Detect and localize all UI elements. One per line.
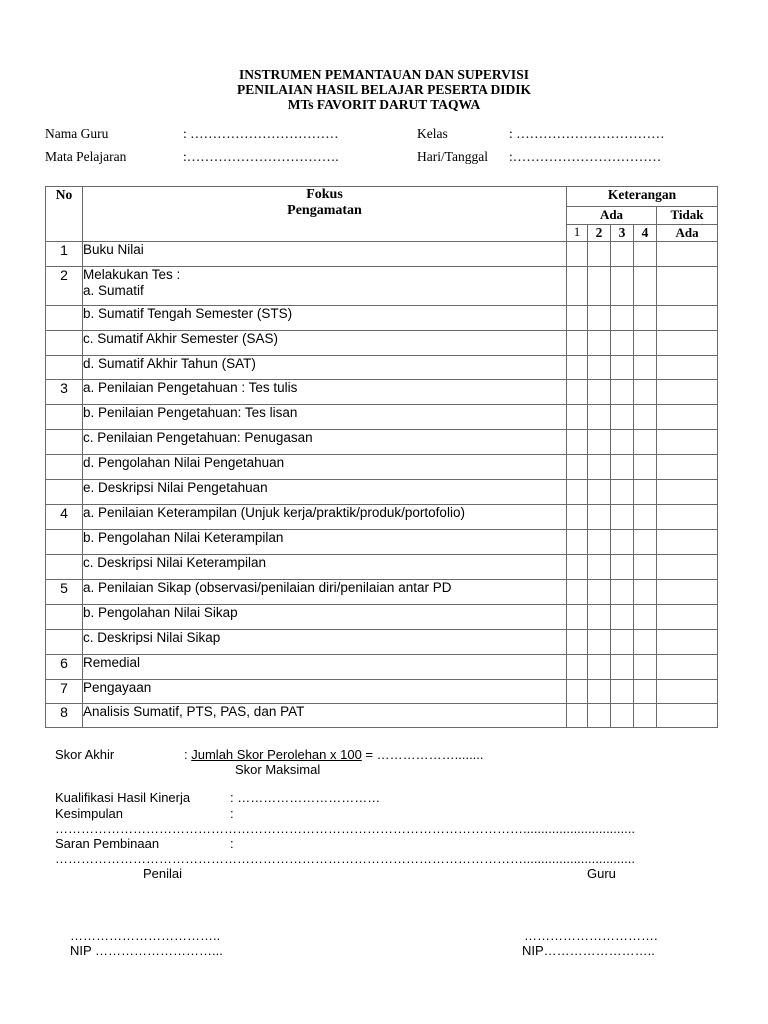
tidak-ada-cell[interactable]: [657, 530, 718, 555]
score-3-cell[interactable]: [611, 704, 634, 728]
focus-item: [83, 242, 567, 267]
score-4-cell[interactable]: [634, 555, 657, 580]
score-4-cell[interactable]: [634, 680, 657, 704]
score-4-cell[interactable]: [634, 630, 657, 655]
score-2-cell[interactable]: [588, 530, 611, 555]
score-1-cell[interactable]: [567, 555, 588, 580]
row-number: [46, 356, 83, 380]
table-row: [46, 530, 718, 555]
focus-item: [83, 680, 567, 704]
score-1-cell[interactable]: [567, 505, 588, 530]
mata-pelajaran-field[interactable]: :…………………………….: [183, 149, 339, 164]
score-2-cell[interactable]: [588, 555, 611, 580]
focus-item: [83, 605, 567, 630]
focus-item-text: c. Penilaian Pengetahuan: Penugasan: [83, 430, 313, 445]
score-1-cell[interactable]: [567, 704, 588, 728]
score-3-cell[interactable]: [611, 605, 634, 630]
row-number: 7: [46, 680, 83, 704]
header-score-3: 3: [611, 225, 634, 242]
score-2-cell[interactable]: [588, 630, 611, 655]
title-line-3: MTs FAVORIT DARUT TAQWA: [287, 97, 481, 112]
tidak-ada-cell[interactable]: [657, 455, 718, 480]
score-4-cell[interactable]: [634, 530, 657, 555]
table-row: [46, 704, 718, 728]
tidak-ada-cell[interactable]: [657, 580, 718, 605]
focus-item-text: Melakukan Tes :: [83, 267, 181, 282]
guru-signature-line[interactable]: ………………………….: [524, 928, 658, 943]
focus-item: [83, 555, 567, 580]
header-score-1: 1: [567, 225, 588, 242]
focus-item: [83, 630, 567, 655]
score-1-cell[interactable]: [567, 630, 588, 655]
focus-item-text: d. Pengolahan Nilai Pengetahuan: [83, 455, 285, 470]
focus-item-text: b. Pengolahan Nilai Sikap: [83, 605, 238, 620]
header-fokus-line-1: Fokus: [306, 187, 343, 202]
focus-item-text: b. Sumatif Tengah Semester (STS): [83, 306, 293, 321]
title-line-2: PENILAIAN HASIL BELAJAR PESERTA DIDIK: [236, 82, 532, 97]
score-3-cell[interactable]: [611, 405, 634, 430]
skor-akhir-label: Skor Akhir: [55, 747, 115, 762]
row-number: 2: [46, 267, 83, 306]
skor-akhir-formula: [184, 747, 484, 762]
focus-item: [83, 530, 567, 555]
score-3-cell[interactable]: [611, 630, 634, 655]
score-2-cell[interactable]: [588, 580, 611, 605]
tidak-ada-cell[interactable]: [657, 480, 718, 505]
row-number: 5: [46, 580, 83, 605]
focus-item-text: Pengayaan: [83, 680, 152, 695]
tidak-ada-cell[interactable]: [657, 630, 718, 655]
kesimpulan-colon: :: [230, 806, 234, 821]
tidak-ada-cell[interactable]: [657, 356, 718, 380]
focus-item: [83, 455, 567, 480]
tidak-ada-cell[interactable]: [657, 704, 718, 728]
row-number: [46, 630, 83, 655]
score-4-cell[interactable]: [634, 655, 657, 680]
score-2-cell[interactable]: [588, 605, 611, 630]
title-line-1: INSTRUMEN PEMANTAUAN DAN SUPERVISI: [239, 67, 529, 82]
score-4-cell[interactable]: [634, 605, 657, 630]
saran-label: Saran Pembinaan: [55, 836, 160, 851]
score-2-cell[interactable]: [588, 405, 611, 430]
score-4-cell[interactable]: [634, 267, 657, 306]
saran-dots-field[interactable]: ………………………………………………………………………………………………...............................: [55, 851, 635, 866]
header-score-2: 2: [588, 225, 611, 242]
skor-formula-denominator: Skor Maksimal: [235, 762, 321, 777]
skor-colon: :: [184, 747, 188, 762]
score-3-cell[interactable]: [611, 455, 634, 480]
saran-colon: :: [230, 836, 234, 851]
table-row: [46, 356, 718, 380]
score-3-cell[interactable]: [611, 505, 634, 530]
kelas-label: Kelas: [417, 126, 448, 141]
focus-item-text: Remedial: [83, 655, 141, 670]
focus-item-text: a. Sumatif: [83, 283, 144, 298]
header-score-4: 4: [634, 225, 657, 242]
score-3-cell[interactable]: [611, 356, 634, 380]
penilai-signature-line[interactable]: ……………………………..: [70, 928, 221, 943]
row-number: 8: [46, 704, 83, 728]
score-4-cell[interactable]: [634, 331, 657, 356]
row-number: 3: [46, 380, 83, 405]
tidak-ada-cell[interactable]: [657, 555, 718, 580]
tidak-ada-cell[interactable]: [657, 405, 718, 430]
table-row: [46, 480, 718, 505]
score-1-cell[interactable]: [567, 480, 588, 505]
kualifikasi-field[interactable]: : ……………………………: [230, 790, 381, 805]
table-row: [46, 380, 718, 405]
score-4-cell[interactable]: [634, 430, 657, 455]
focus-item: [83, 655, 567, 680]
score-2-cell[interactable]: [588, 242, 611, 267]
kelas-field[interactable]: : ……………………………: [509, 126, 665, 141]
focus-item: [83, 430, 567, 455]
score-1-cell[interactable]: [567, 655, 588, 680]
table-row: [46, 306, 718, 331]
focus-item: [83, 331, 567, 356]
score-2-cell[interactable]: [588, 455, 611, 480]
score-2-cell[interactable]: [588, 430, 611, 455]
score-2-cell[interactable]: [588, 267, 611, 306]
score-4-cell[interactable]: [634, 455, 657, 480]
row-number: 1: [46, 242, 83, 267]
score-1-cell[interactable]: [567, 455, 588, 480]
row-number: 4: [46, 505, 83, 530]
score-4-cell[interactable]: [634, 242, 657, 267]
score-4-cell[interactable]: [634, 306, 657, 331]
tidak-ada-cell[interactable]: [657, 605, 718, 630]
table-row: [46, 267, 718, 306]
score-3-cell[interactable]: [611, 242, 634, 267]
score-4-cell[interactable]: [634, 480, 657, 505]
table-row: [46, 680, 718, 704]
score-1-cell[interactable]: [567, 680, 588, 704]
score-3-cell[interactable]: [611, 306, 634, 331]
nama-guru-label: Nama Guru: [45, 126, 109, 141]
score-4-cell[interactable]: [634, 405, 657, 430]
score-4-cell[interactable]: [634, 704, 657, 728]
guru-nip-field[interactable]: NIP……………………..: [522, 943, 655, 958]
score-3-cell[interactable]: [611, 331, 634, 356]
focus-item: [83, 356, 567, 380]
score-2-cell[interactable]: [588, 356, 611, 380]
focus-item-text: Analisis Sumatif, PTS, PAS, dan PAT: [83, 704, 305, 719]
focus-item: [83, 306, 567, 331]
row-number: [46, 455, 83, 480]
focus-item-text: c. Deskripsi Nilai Sikap: [83, 630, 221, 645]
focus-item: [83, 505, 567, 530]
table-row: [46, 405, 718, 430]
penilai-nip-field[interactable]: NIP ………………………...: [70, 943, 223, 958]
row-number: 6: [46, 655, 83, 680]
score-1-cell[interactable]: [567, 306, 588, 331]
score-2-cell[interactable]: [588, 306, 611, 331]
hari-tanggal-field[interactable]: :……………………………: [509, 149, 662, 164]
focus-item-text: a. Penilaian Pengetahuan : Tes tulis: [83, 380, 298, 395]
score-1-cell[interactable]: [567, 605, 588, 630]
observation-table: [45, 186, 718, 728]
table-row: [46, 580, 718, 605]
guru-label: Guru: [587, 866, 616, 881]
row-number: [46, 331, 83, 356]
score-2-cell[interactable]: [588, 655, 611, 680]
row-number: [46, 405, 83, 430]
focus-item-text: c. Deskripsi Nilai Keterampilan: [83, 555, 267, 570]
tidak-ada-cell[interactable]: [657, 242, 718, 267]
tidak-ada-cell[interactable]: [657, 306, 718, 331]
focus-item: [83, 480, 567, 505]
mata-pelajaran-label: Mata Pelajaran: [45, 149, 127, 164]
score-3-cell[interactable]: [611, 555, 634, 580]
tidak-ada-cell[interactable]: [657, 430, 718, 455]
tidak-ada-cell[interactable]: [657, 380, 718, 405]
header-tidak-ada: Ada: [657, 225, 718, 242]
row-number: [46, 530, 83, 555]
tidak-ada-cell[interactable]: [657, 680, 718, 704]
row-number: [46, 605, 83, 630]
penilai-label: Penilai: [143, 866, 183, 881]
score-3-cell[interactable]: [611, 580, 634, 605]
skor-formula-numerator: Jumlah Skor Perolehan x 100: [191, 747, 362, 762]
focus-item-text: a. Penilaian Sikap (observasi/penilaian diri/penilaian antar PD: [83, 580, 452, 595]
score-1-cell[interactable]: [567, 580, 588, 605]
focus-item: [83, 380, 567, 405]
focus-item-text: Buku Nilai: [83, 242, 144, 257]
score-2-cell[interactable]: [588, 480, 611, 505]
table-row: [46, 605, 718, 630]
score-3-cell[interactable]: [611, 655, 634, 680]
score-4-cell[interactable]: [634, 580, 657, 605]
kesimpulan-dots-field[interactable]: ………………………………………………………………………………………………...............................: [55, 821, 635, 836]
score-1-cell[interactable]: [567, 267, 588, 306]
row-number: [46, 480, 83, 505]
score-1-cell[interactable]: [567, 405, 588, 430]
score-2-cell[interactable]: [588, 704, 611, 728]
kualifikasi-label: Kualifikasi Hasil Kinerja: [55, 790, 191, 805]
score-1-cell[interactable]: [567, 242, 588, 267]
nama-guru-field[interactable]: : ……………………………: [183, 126, 339, 141]
score-4-cell[interactable]: [634, 380, 657, 405]
tidak-ada-cell[interactable]: [657, 505, 718, 530]
score-1-cell[interactable]: [567, 331, 588, 356]
tidak-ada-cell[interactable]: [657, 267, 718, 306]
score-2-cell[interactable]: [588, 680, 611, 704]
header-no: No: [46, 187, 83, 242]
tidak-ada-cell[interactable]: [657, 331, 718, 356]
score-1-cell[interactable]: [567, 380, 588, 405]
score-1-cell[interactable]: [567, 530, 588, 555]
header-ada: Ada: [567, 207, 657, 225]
score-2-cell[interactable]: [588, 331, 611, 356]
row-number: [46, 430, 83, 455]
focus-item-text: b. Penilaian Pengetahuan: Tes lisan: [83, 405, 298, 420]
table-row: [46, 430, 718, 455]
score-2-cell[interactable]: [588, 505, 611, 530]
header-tidak: Tidak: [657, 207, 718, 225]
table-row: [46, 455, 718, 480]
focus-item-text: c. Sumatif Akhir Semester (SAS): [83, 331, 279, 346]
row-number: [46, 555, 83, 580]
score-1-cell[interactable]: [567, 356, 588, 380]
score-4-cell[interactable]: [634, 356, 657, 380]
score-3-cell[interactable]: [611, 267, 634, 306]
score-3-cell[interactable]: [611, 480, 634, 505]
table-row: [46, 630, 718, 655]
focus-item: [83, 704, 567, 728]
kesimpulan-label: Kesimpulan: [55, 806, 123, 821]
header-fokus: [83, 187, 567, 242]
header-keterangan: Keterangan: [567, 187, 718, 207]
table-row: [46, 555, 718, 580]
header-fokus-line-2: Pengamatan: [287, 203, 362, 218]
score-4-cell[interactable]: [634, 505, 657, 530]
row-number: [46, 306, 83, 331]
score-3-cell[interactable]: [611, 680, 634, 704]
skor-result-field[interactable]: = ………………........: [365, 747, 484, 762]
focus-item: [83, 405, 567, 430]
table-row: [46, 655, 718, 680]
focus-item-text: a. Penilaian Keterampilan (Unjuk kerja/praktik/produk/portofolio): [83, 505, 465, 520]
score-3-cell[interactable]: [611, 530, 634, 555]
score-1-cell[interactable]: [567, 430, 588, 455]
focus-item-text: b. Pengolahan Nilai Keterampilan: [83, 530, 284, 545]
tidak-ada-cell[interactable]: [657, 655, 718, 680]
focus-item-text: e. Deskripsi Nilai Pengetahuan: [83, 480, 268, 495]
score-2-cell[interactable]: [588, 380, 611, 405]
score-3-cell[interactable]: [611, 430, 634, 455]
focus-item: [83, 580, 567, 605]
focus-item: [83, 267, 567, 306]
focus-item-text: d. Sumatif Akhir Tahun (SAT): [83, 356, 256, 371]
table-row: [46, 242, 718, 267]
table-row: [46, 505, 718, 530]
table-row: [46, 331, 718, 356]
hari-tanggal-label: Hari/Tanggal: [417, 149, 489, 164]
score-3-cell[interactable]: [611, 380, 634, 405]
